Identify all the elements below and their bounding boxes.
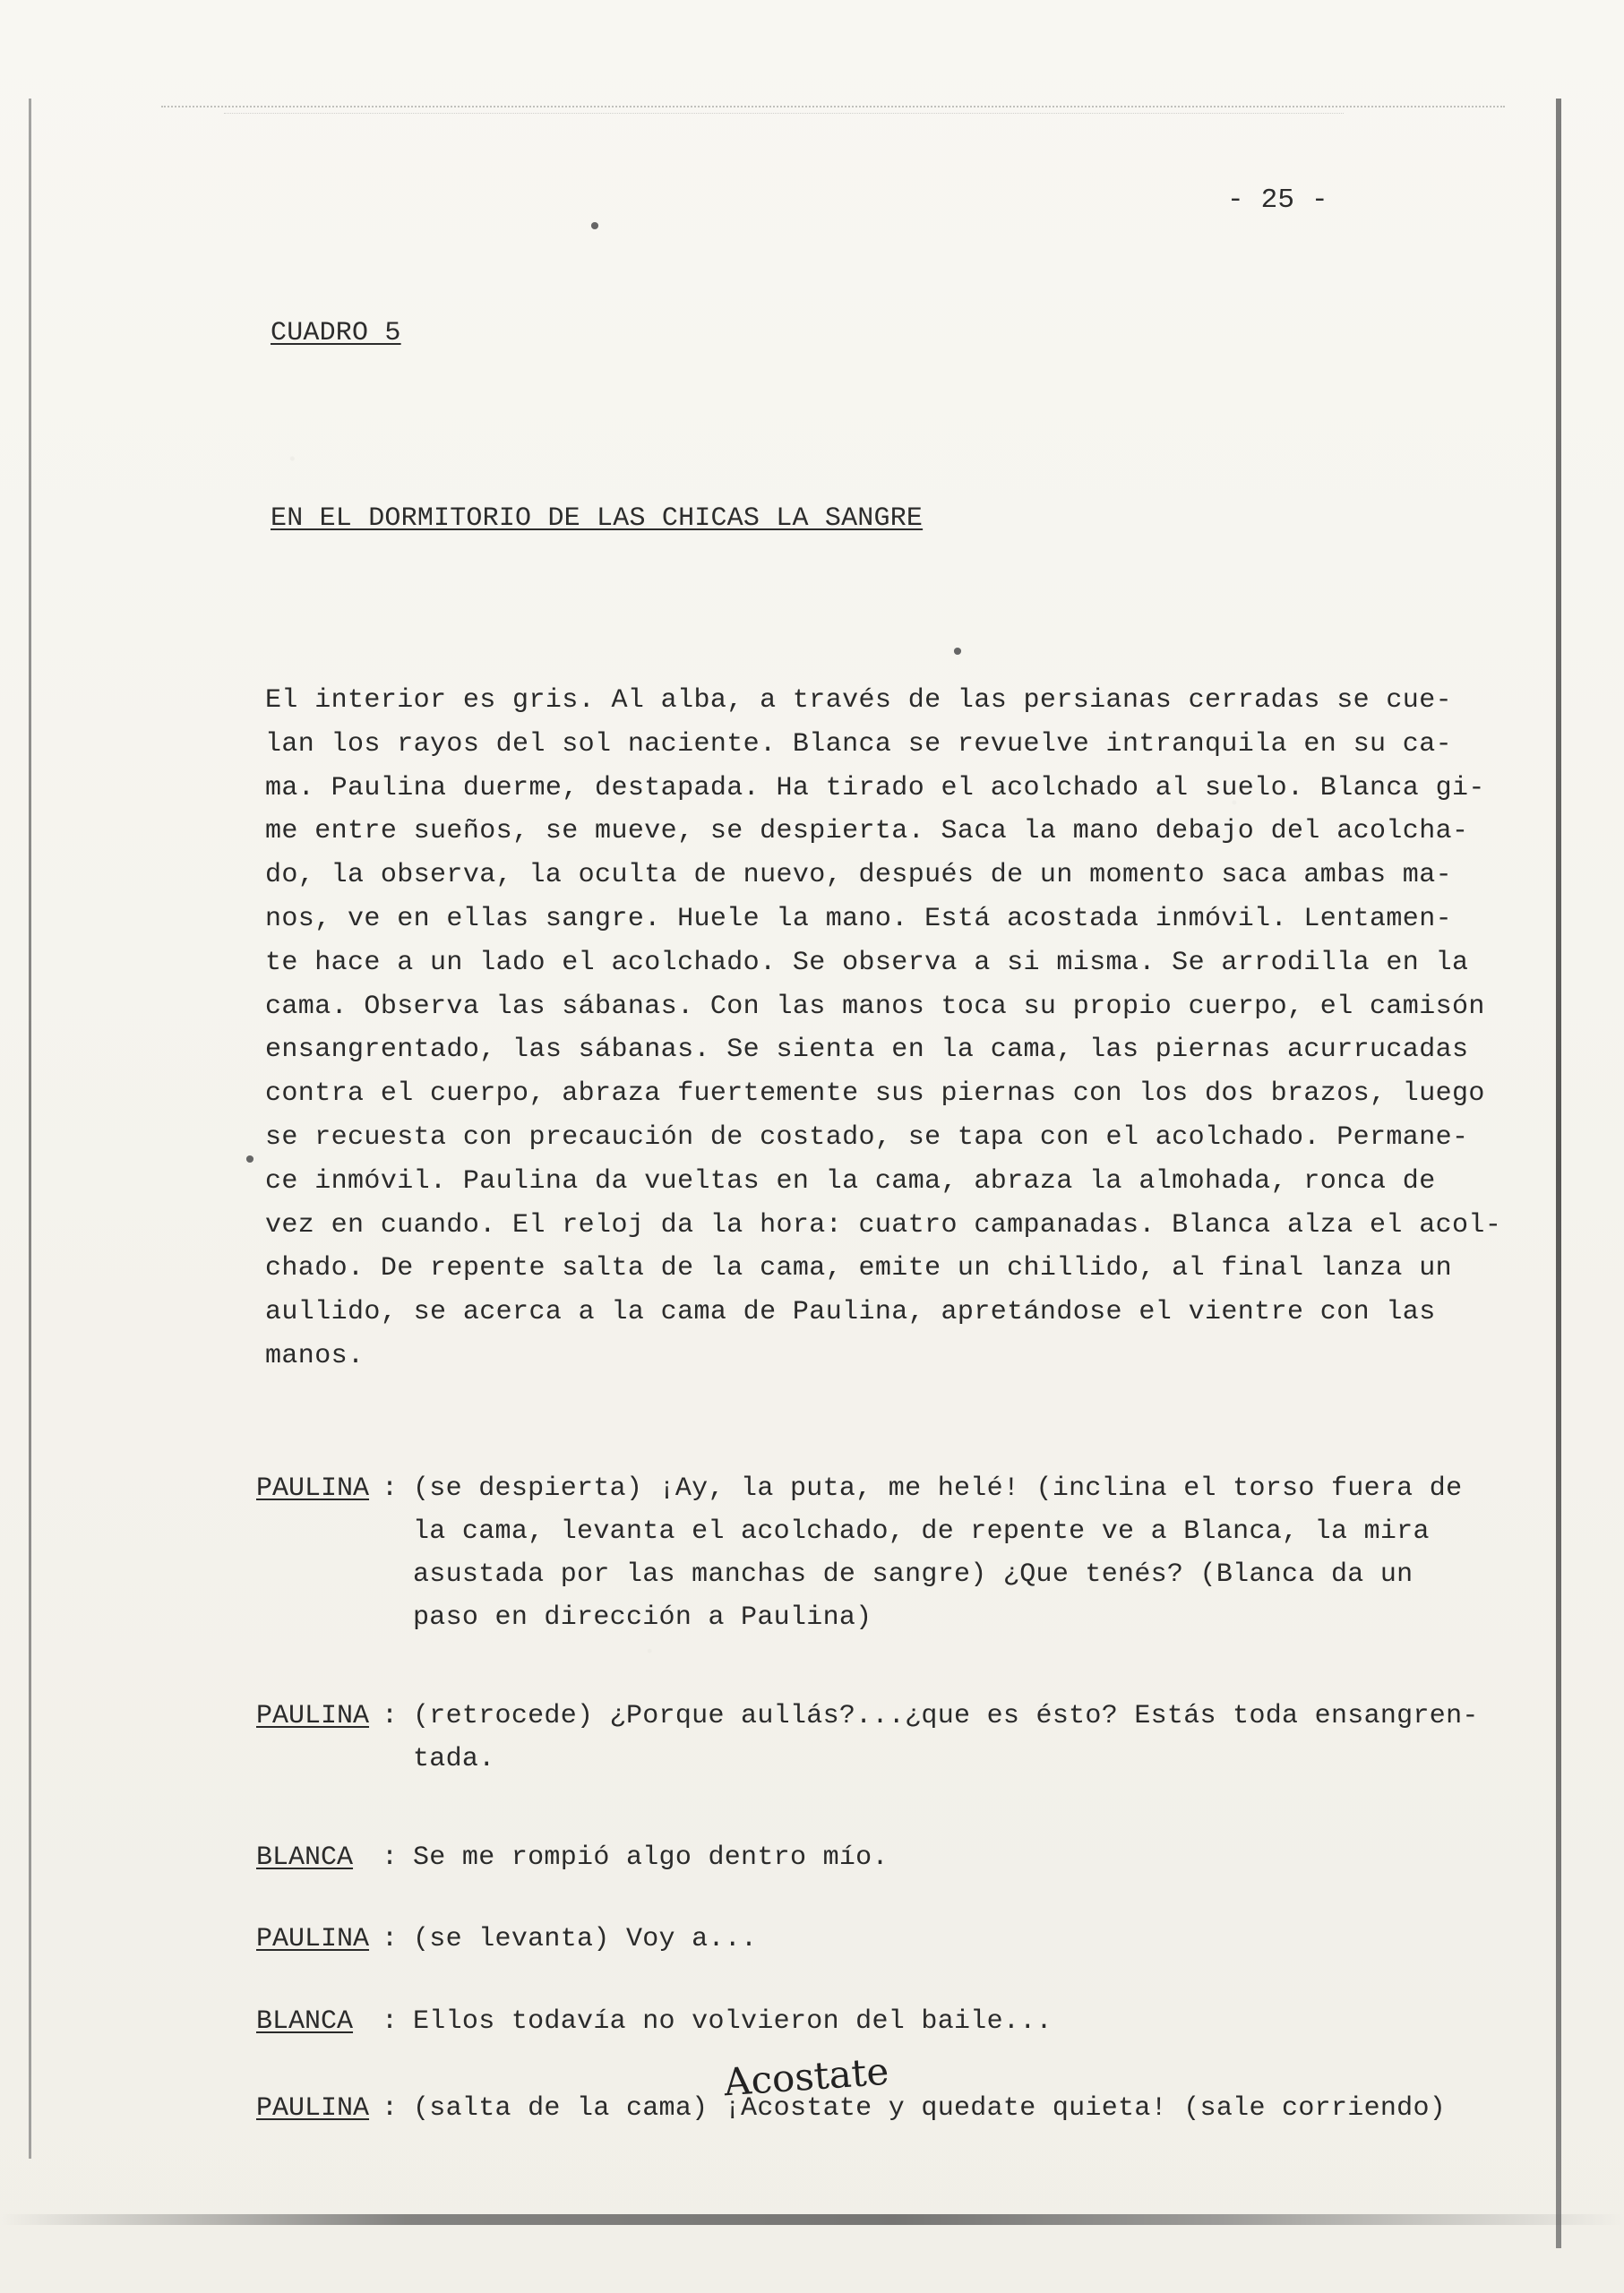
dialogue-line: (salta de la cama) ¡Acostate y quedate quieta! (sale corriendo) bbox=[413, 2093, 1447, 2124]
paragraph-line: ma. Paulina duerme, destapada. Ha tirado el acolchado al suelo. Blanca gi- bbox=[265, 772, 1485, 803]
dialogue-colon: : bbox=[382, 2006, 399, 2037]
dialogue-text bbox=[413, 2000, 1434, 2043]
right-scan-edge bbox=[1556, 99, 1561, 2248]
dialogue-text bbox=[413, 1918, 1434, 1961]
scan-mark: • bbox=[242, 1146, 259, 1177]
paragraph-line: El interior es gris. Al alba, a través de las persianas cerradas se cue- bbox=[265, 685, 1453, 716]
top-scan-noise-secondary bbox=[224, 113, 1344, 114]
paragraph-line: ensangrentado, las sábanas. Se sienta en la cama, las piernas acurrucadas bbox=[265, 1035, 1469, 1066]
speaker-name: BLANCA bbox=[256, 2006, 354, 2037]
dialogue-colon: : bbox=[382, 2093, 399, 2124]
dialogue-colon: : bbox=[382, 1473, 399, 1504]
bottom-scan-edge bbox=[0, 2214, 1624, 2225]
left-scan-edge bbox=[29, 99, 31, 2159]
paragraph-line: lan los rayos del sol naciente. Blanca se revuelve intranquila en su ca- bbox=[265, 728, 1453, 760]
speaker-name: PAULINA bbox=[256, 1473, 370, 1504]
top-scan-noise bbox=[161, 106, 1505, 107]
dialogue-line: asustada por las manchas de sangre) ¿Que tenés? (Blanca da un bbox=[413, 1559, 1413, 1590]
dialogue-text bbox=[413, 1695, 1479, 1781]
page-number: - 25 - bbox=[1227, 185, 1328, 216]
paragraph-line: contra el cuerpo, abraza fuertemente sus piernas con los dos brazos, luego bbox=[265, 1078, 1485, 1110]
handwritten-correction: Acostate bbox=[722, 2048, 890, 2105]
paragraph-line: aullido, se acerca a la cama de Paulina, apretándose el vientre con las bbox=[265, 1297, 1436, 1328]
paragraph-line: se recuesta con precaución de costado, se tapa con el acolchado. Permane- bbox=[265, 1121, 1469, 1153]
dialogue-colon: : bbox=[382, 1924, 399, 1954]
dialogue-colon: : bbox=[382, 1701, 399, 1731]
dialogue-line: (se despierta) ¡Ay, la puta, me helé! (inclina el torso fuera de bbox=[413, 1473, 1463, 1504]
scene-title: EN EL DORMITORIO DE LAS CHICAS LA SANGRE bbox=[271, 503, 924, 534]
dialogue-line: (retrocede) ¿Porque aullás?...¿que es ésto? Estás toda ensangren- bbox=[413, 1701, 1479, 1731]
paragraph-line: ce inmóvil. Paulina da vueltas en la cama, abraza la almohada, ronca de bbox=[265, 1165, 1436, 1197]
scan-mark: • bbox=[949, 639, 967, 669]
dialogue-text bbox=[413, 2087, 1447, 2130]
speaker-name: PAULINA bbox=[256, 2093, 370, 2124]
dialogue-line: paso en dirección a Paulina) bbox=[413, 1602, 872, 1633]
paragraph-line: me entre sueños, se mueve, se despierta. Saca la mano debajo del acolcha- bbox=[265, 816, 1469, 847]
dialogue-line: tada. bbox=[413, 1744, 495, 1774]
speaker-name: BLANCA bbox=[256, 1842, 354, 1873]
dialogue-colon: : bbox=[382, 1842, 399, 1873]
paragraph-line: nos, ve en ellas sangre. Huele la mano. Está acostada inmóvil. Lentamen- bbox=[265, 903, 1453, 934]
scene-label: CUADRO 5 bbox=[271, 318, 401, 348]
paragraph-line: manos. bbox=[265, 1340, 365, 1371]
scan-mark: • bbox=[587, 213, 604, 244]
paragraph-line: cama. Observa las sábanas. Con las manos toca su propio cuerpo, el camisón bbox=[265, 991, 1485, 1022]
paragraph-line: vez en cuando. El reloj da la hora: cuatro campanadas. Blanca alza el acol- bbox=[265, 1209, 1502, 1241]
dialogue-text bbox=[413, 1836, 1434, 1879]
dialogue-line: la cama, levanta el acolchado, de repente ve a Blanca, la mira bbox=[413, 1516, 1430, 1547]
dialogue-line: Ellos todavía no volvieron del baile... bbox=[413, 2006, 1053, 2037]
speaker-name: PAULINA bbox=[256, 1701, 370, 1731]
dialogue-text bbox=[413, 1467, 1463, 1639]
paragraph-line: te hace a un lado el acolchado. Se observa a si misma. Se arrodilla en la bbox=[265, 947, 1469, 978]
dialogue-line: (se levanta) Voy a... bbox=[413, 1924, 758, 1954]
dialogue-line: Se me rompió algo dentro mío. bbox=[413, 1842, 889, 1873]
speaker-name: PAULINA bbox=[256, 1924, 370, 1954]
stage-direction-paragraph bbox=[265, 679, 1502, 1378]
paragraph-line: chado. De repente salta de la cama, emite un chillido, al final lanza un bbox=[265, 1253, 1453, 1284]
paragraph-line: do, la observa, la oculta de nuevo, después de un momento saca ambas ma- bbox=[265, 860, 1453, 891]
